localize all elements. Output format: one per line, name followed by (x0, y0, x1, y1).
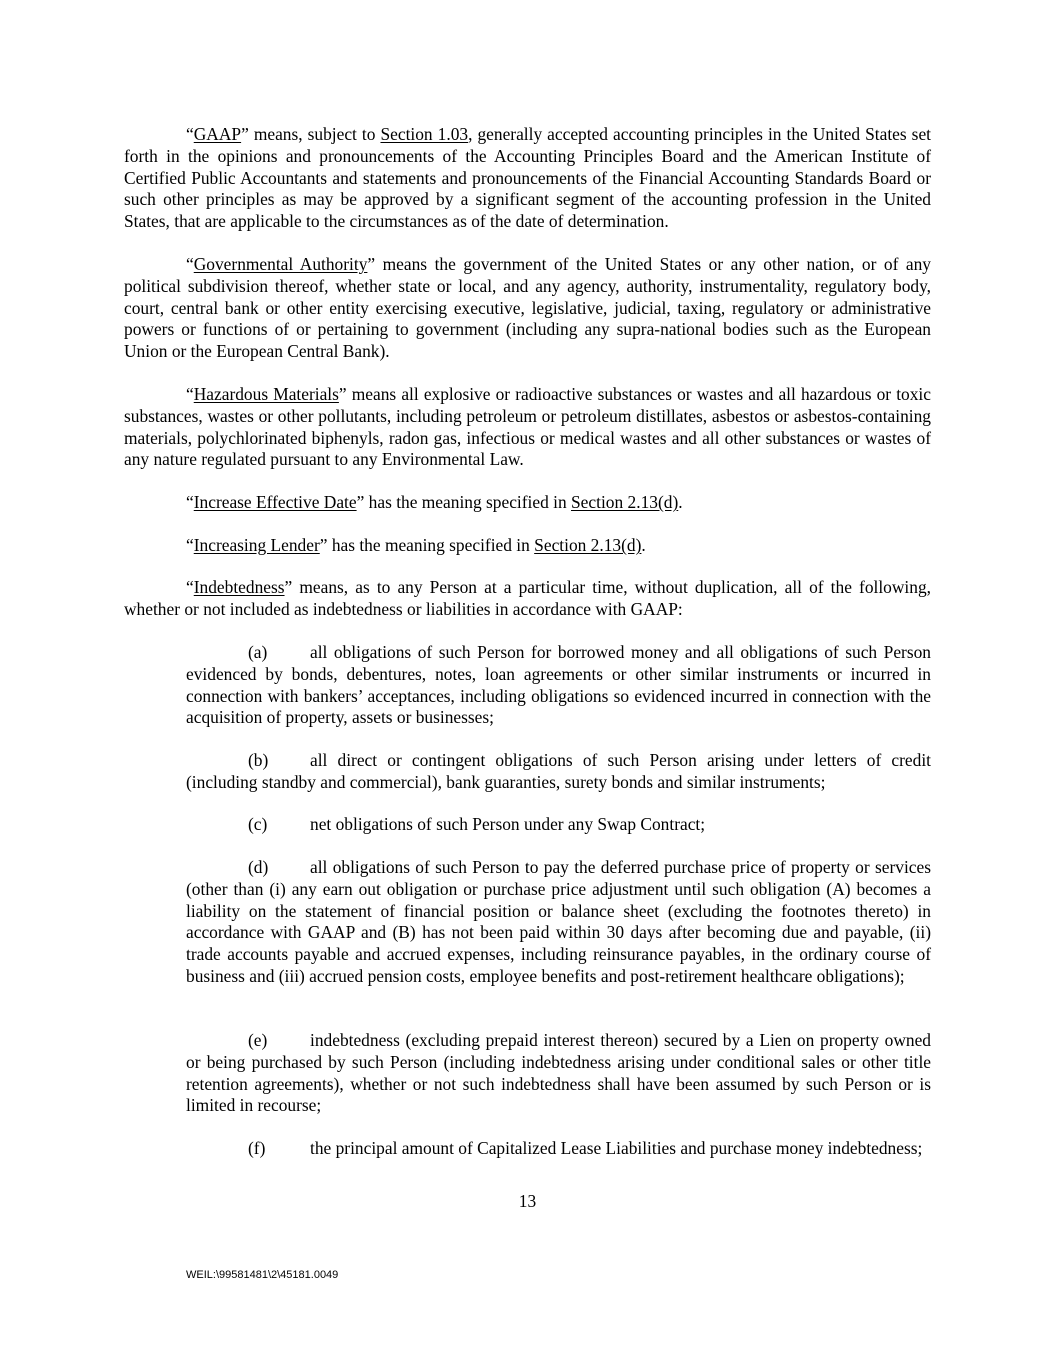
definition-text: ” has the meaning specified in (319, 535, 535, 555)
item-text: all direct or contingent obligations of such Person arising under letters of credit (including standby and commercial), bank guaranties, surety bonds and similar instruments; (186, 750, 931, 792)
definition-text: ” means, subject to (241, 124, 381, 144)
defined-term-increasing-lender: Increasing Lender (193, 535, 320, 555)
indebtedness-item-c (186, 814, 931, 836)
definition-text: , generally accepted accounting principles in the United States set forth in the opinions and pronouncements of the Accounting Principles Board and the American Institute of Certified Public Accountants and statements and pronouncements of the Financial Accounting Standards Board or such other principles as may be approved by a significant segment of the accounting profession in the United States, that are applicable to the circumstances as of the date of determination. (124, 124, 931, 232)
open-quote: “ (186, 535, 194, 555)
open-quote: “ (186, 254, 194, 274)
page-number: 13 (518, 1191, 537, 1211)
item-label: (c) (248, 814, 268, 834)
indebtedness-item-f (186, 1138, 931, 1160)
open-quote: “ (186, 492, 194, 512)
indebtedness-item-b (186, 750, 931, 794)
document-footer-id: WEIL:\99581481\2\45181.0049 (186, 1269, 339, 1281)
period: . (641, 535, 646, 555)
item-text: the principal amount of Capitalized Lease Liabilities and purchase money indebtedness; (310, 1138, 923, 1158)
item-label: (d) (248, 857, 269, 877)
definition-increasing-lender (124, 535, 931, 557)
period: . (678, 492, 683, 512)
open-quote: “ (186, 384, 194, 404)
definition-governmental-authority (124, 254, 931, 363)
defined-term-hazardous-materials: Hazardous Materials (193, 384, 339, 404)
section-reference: Section 1.03 (380, 124, 469, 144)
defined-term-governmental-authority: Governmental Authority (193, 254, 368, 274)
definition-text: ” means all explosive or radioactive substances or wastes and all hazardous or toxic substances, wastes or other pollutants, including petroleum or petroleum distillates, asbestos or asbestos-containing materials, polychlorinated biphenyls, radon gas, infectious or medical wastes and all other substances or wastes of any nature regulated pursuant to any Environmental Law. (124, 384, 931, 470)
section-reference: Section 2.13(d) (534, 535, 642, 555)
item-label: (f) (248, 1138, 266, 1158)
defined-term-increase-effective-date: Increase Effective Date (193, 492, 357, 512)
definition-text: ” has the meaning specified in (356, 492, 572, 512)
open-quote: “ (186, 577, 194, 597)
definition-text: ” means, as to any Person at a particular time, without duplication, all of the following, whether or not included as indebtedness or liabilities in accordance with GAAP: (124, 577, 931, 619)
indebtedness-item-a (186, 642, 931, 729)
item-label: (e) (248, 1030, 268, 1050)
definition-text: ” means the government of the United States or any other nation, or of any political subdivision thereof, whether state or local, and any agency, authority, instrumentality, regulatory body, court, central bank or other entity exercising executive, legislative, judicial, taxing, regulatory or administrative powers or functions of or pertaining to government (including any supra-national bodies such as the European Union or the European Central Bank). (124, 254, 931, 362)
section-reference: Section 2.13(d) (571, 492, 679, 512)
definition-indebtedness (124, 577, 931, 621)
indebtedness-item-d (186, 857, 931, 988)
defined-term-indebtedness: Indebtedness (193, 577, 285, 597)
definition-hazardous-materials (124, 384, 931, 471)
defined-term-gaap: GAAP (193, 124, 242, 144)
definition-increase-effective-date (124, 492, 931, 514)
indebtedness-item-e (186, 1030, 931, 1117)
open-quote: “ (186, 124, 194, 144)
item-text: net obligations of such Person under any Swap Contract; (310, 814, 706, 834)
item-text: all obligations of such Person for borrowed money and all obligations of such Person evidenced by bonds, debentures, notes, loan agreements or other similar instruments or incurred in connection with bankers’ acceptances, including obligations so evidenced incurred in connection with the acquisition of property, assets or businesses; (186, 642, 931, 728)
item-text: indebtedness (excluding prepaid interest thereon) secured by a Lien on property owned or being purchased by such Person (including indebtedness arising under conditional sales or other title retention agreements), whether or not such indebtedness shall have been assumed by such Person or is limited in recourse; (186, 1030, 931, 1116)
item-text: all obligations of such Person to pay the deferred purchase price of property or services (other than (i) any earn out obligation or purchase price adjustment until such obligation (A) becomes a liability on the statement of financial position or balance sheet (excluding the footnotes thereto) in accordance with GAAP and (B) has not been paid within 30 days after becoming due and payable, (ii) trade accounts payable and accrued expenses, including reinsurance payables, in the ordinary course of business and (iii) accrued pension costs, employee benefits and post-retirement healthcare obligations); (186, 857, 931, 986)
definition-gaap (124, 124, 931, 233)
item-label: (a) (248, 642, 268, 662)
item-label: (b) (248, 750, 269, 770)
